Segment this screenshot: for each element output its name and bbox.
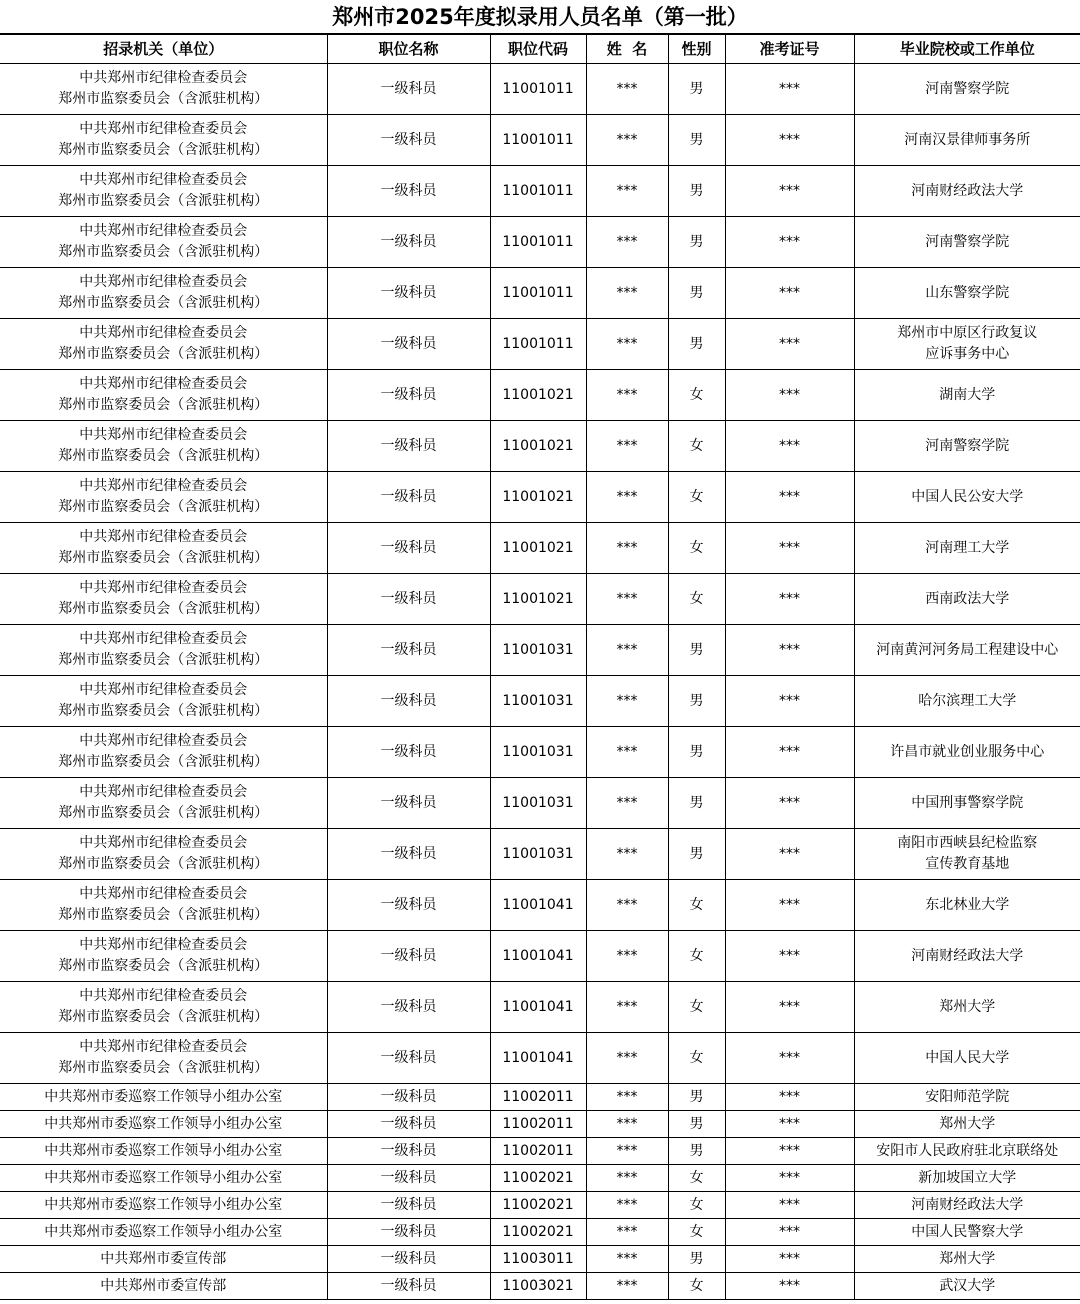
cell-gender: 男 (668, 829, 725, 880)
cell-name: *** (586, 931, 668, 982)
cell-name: *** (586, 166, 668, 217)
table-row (0, 268, 1080, 319)
header-code: 职位代码 (490, 35, 586, 64)
cell-gender: 男 (668, 217, 725, 268)
cell-unit: 中共郑州市委巡察工作领导小组办公室 (0, 1219, 327, 1246)
cell-unit: 中共郑州市委宣传部 (0, 1273, 327, 1300)
cell-school: 中国刑事警察学院 (854, 778, 1080, 829)
cell-position: 一级科员 (327, 829, 490, 880)
cell-gender: 男 (668, 778, 725, 829)
cell-name: *** (586, 982, 668, 1033)
cell-position: 一级科员 (327, 166, 490, 217)
cell-position: 一级科员 (327, 931, 490, 982)
cell-position: 一级科员 (327, 370, 490, 421)
cell-position-code: 11001031 (490, 778, 586, 829)
cell-position: 一级科员 (327, 268, 490, 319)
cell-name: *** (586, 370, 668, 421)
cell-position-code: 11001011 (490, 319, 586, 370)
cell-name: *** (586, 574, 668, 625)
cell-position: 一级科员 (327, 1192, 490, 1219)
cell-unit: 中共郑州市纪律检查委员会 郑州市监察委员会（含派驻机构） (0, 217, 327, 268)
cell-position: 一级科员 (327, 1165, 490, 1192)
cell-gender: 男 (668, 1246, 725, 1273)
cell-unit: 中共郑州市委巡察工作领导小组办公室 (0, 1111, 327, 1138)
cell-school: 河南财经政法大学 (854, 166, 1080, 217)
cell-position-code: 11002021 (490, 1192, 586, 1219)
cell-position-code: 11002021 (490, 1165, 586, 1192)
cell-unit: 中共郑州市纪律检查委员会 郑州市监察委员会（含派驻机构） (0, 778, 327, 829)
cell-position-code: 11002011 (490, 1138, 586, 1165)
cell-position-code: 11001021 (490, 472, 586, 523)
cell-exam-id: *** (725, 472, 854, 523)
cell-exam-id: *** (725, 829, 854, 880)
cell-position: 一级科员 (327, 1111, 490, 1138)
cell-school: 郑州大学 (854, 1111, 1080, 1138)
header-unit: 招录机关（单位） (0, 35, 327, 64)
cell-name: *** (586, 268, 668, 319)
cell-name: *** (586, 625, 668, 676)
table-row (0, 1219, 1080, 1246)
cell-position: 一级科员 (327, 64, 490, 115)
cell-name: *** (586, 1084, 668, 1111)
table-row (0, 217, 1080, 268)
cell-exam-id: *** (725, 625, 854, 676)
cell-gender: 男 (668, 166, 725, 217)
cell-position: 一级科员 (327, 1273, 490, 1300)
cell-exam-id: *** (725, 880, 854, 931)
cell-position-code: 11001041 (490, 880, 586, 931)
header-name: 姓 名 (586, 35, 668, 64)
table-row (0, 421, 1080, 472)
cell-exam-id: *** (725, 1246, 854, 1273)
cell-school: 山东警察学院 (854, 268, 1080, 319)
cell-school: 湖南大学 (854, 370, 1080, 421)
cell-school: 东北林业大学 (854, 880, 1080, 931)
table-row (0, 931, 1080, 982)
table-row (0, 115, 1080, 166)
table-row (0, 625, 1080, 676)
cell-exam-id: *** (725, 1165, 854, 1192)
cell-exam-id: *** (725, 676, 854, 727)
cell-exam-id: *** (725, 1111, 854, 1138)
cell-position: 一级科员 (327, 982, 490, 1033)
cell-name: *** (586, 523, 668, 574)
cell-position-code: 11003021 (490, 1273, 586, 1300)
cell-unit: 中共郑州市委巡察工作领导小组办公室 (0, 1138, 327, 1165)
cell-gender: 女 (668, 880, 725, 931)
cell-gender: 男 (668, 676, 725, 727)
cell-unit: 中共郑州市纪律检查委员会 郑州市监察委员会（含派驻机构） (0, 319, 327, 370)
cell-exam-id: *** (725, 1084, 854, 1111)
table-row (0, 880, 1080, 931)
cell-unit: 中共郑州市纪律检查委员会 郑州市监察委员会（含派驻机构） (0, 115, 327, 166)
cell-name: *** (586, 1246, 668, 1273)
cell-exam-id: *** (725, 574, 854, 625)
cell-unit: 中共郑州市纪律检查委员会 郑州市监察委员会（含派驻机构） (0, 676, 327, 727)
cell-gender: 女 (668, 370, 725, 421)
table-row (0, 574, 1080, 625)
cell-exam-id: *** (725, 1273, 854, 1300)
cell-name: *** (586, 472, 668, 523)
cell-position-code: 11002011 (490, 1084, 586, 1111)
cell-position-code: 11001021 (490, 370, 586, 421)
cell-position: 一级科员 (327, 1246, 490, 1273)
cell-position: 一级科员 (327, 217, 490, 268)
table-row (0, 727, 1080, 778)
cell-school: 河南警察学院 (854, 217, 1080, 268)
cell-position-code: 11001011 (490, 217, 586, 268)
cell-name: *** (586, 115, 668, 166)
table-row (0, 166, 1080, 217)
cell-name: *** (586, 421, 668, 472)
cell-school: 郑州市中原区行政复议 应诉事务中心 (854, 319, 1080, 370)
header-position: 职位名称 (327, 35, 490, 64)
table-row (0, 1111, 1080, 1138)
cell-exam-id: *** (725, 421, 854, 472)
cell-exam-id: *** (725, 778, 854, 829)
cell-position-code: 11001031 (490, 676, 586, 727)
cell-school: 中国人民大学 (854, 1033, 1080, 1084)
table-row (0, 523, 1080, 574)
cell-unit: 中共郑州市委宣传部 (0, 1246, 327, 1273)
cell-position-code: 11003011 (490, 1246, 586, 1273)
table-row (0, 472, 1080, 523)
cell-school: 许昌市就业创业服务中心 (854, 727, 1080, 778)
cell-position: 一级科员 (327, 523, 490, 574)
cell-name: *** (586, 1192, 668, 1219)
cell-name: *** (586, 727, 668, 778)
cell-unit: 中共郑州市委巡察工作领导小组办公室 (0, 1165, 327, 1192)
cell-position-code: 11001011 (490, 64, 586, 115)
cell-school: 河南警察学院 (854, 64, 1080, 115)
cell-position-code: 11001031 (490, 727, 586, 778)
cell-position-code: 11001021 (490, 421, 586, 472)
cell-gender: 男 (668, 1084, 725, 1111)
cell-position-code: 11001031 (490, 829, 586, 880)
cell-exam-id: *** (725, 727, 854, 778)
cell-gender: 男 (668, 64, 725, 115)
cell-exam-id: *** (725, 319, 854, 370)
cell-position: 一级科员 (327, 880, 490, 931)
cell-school: 河南警察学院 (854, 421, 1080, 472)
cell-school: 河南汉景律师事务所 (854, 115, 1080, 166)
cell-position: 一级科员 (327, 115, 490, 166)
cell-school: 南阳市西峡县纪检监察 宣传教育基地 (854, 829, 1080, 880)
cell-exam-id: *** (725, 982, 854, 1033)
cell-unit: 中共郑州市纪律检查委员会 郑州市监察委员会（含派驻机构） (0, 523, 327, 574)
cell-position-code: 11001021 (490, 523, 586, 574)
header-school: 毕业院校或工作单位 (854, 35, 1080, 64)
cell-name: *** (586, 1219, 668, 1246)
cell-position-code: 11002011 (490, 1111, 586, 1138)
cell-exam-id: *** (725, 523, 854, 574)
table-row (0, 829, 1080, 880)
cell-unit: 中共郑州市纪律检查委员会 郑州市监察委员会（含派驻机构） (0, 472, 327, 523)
cell-position-code: 11001011 (490, 115, 586, 166)
cell-gender: 女 (668, 1033, 725, 1084)
cell-position: 一级科员 (327, 676, 490, 727)
table-row (0, 319, 1080, 370)
cell-school: 河南黄河河务局工程建设中心 (854, 625, 1080, 676)
header-exam-id: 准考证号 (725, 35, 854, 64)
page-title: 郑州市2025年度拟录用人员名单（第一批） (0, 0, 1080, 34)
cell-school: 河南理工大学 (854, 523, 1080, 574)
cell-unit: 中共郑州市纪律检查委员会 郑州市监察委员会（含派驻机构） (0, 370, 327, 421)
cell-name: *** (586, 829, 668, 880)
cell-position: 一级科员 (327, 727, 490, 778)
cell-school: 中国人民警察大学 (854, 1219, 1080, 1246)
table-body (0, 64, 1080, 1300)
header-row (0, 35, 1080, 64)
roster-table (0, 34, 1080, 1300)
cell-position-code: 11001011 (490, 166, 586, 217)
cell-position: 一级科员 (327, 472, 490, 523)
cell-unit: 中共郑州市纪律检查委员会 郑州市监察委员会（含派驻机构） (0, 625, 327, 676)
table-row (0, 778, 1080, 829)
cell-position: 一级科员 (327, 1033, 490, 1084)
cell-gender: 男 (668, 268, 725, 319)
cell-exam-id: *** (725, 1192, 854, 1219)
cell-gender: 女 (668, 1219, 725, 1246)
cell-position: 一级科员 (327, 574, 490, 625)
cell-name: *** (586, 1033, 668, 1084)
cell-name: *** (586, 778, 668, 829)
cell-unit: 中共郑州市纪律检查委员会 郑州市监察委员会（含派驻机构） (0, 880, 327, 931)
cell-position: 一级科员 (327, 778, 490, 829)
table-row (0, 1084, 1080, 1111)
table-row (0, 1033, 1080, 1084)
cell-school: 新加坡国立大学 (854, 1165, 1080, 1192)
table-row (0, 676, 1080, 727)
cell-gender: 女 (668, 982, 725, 1033)
cell-name: *** (586, 1111, 668, 1138)
cell-unit: 中共郑州市纪律检查委员会 郑州市监察委员会（含派驻机构） (0, 268, 327, 319)
cell-position: 一级科员 (327, 1138, 490, 1165)
cell-position-code: 11001011 (490, 268, 586, 319)
cell-school: 河南财经政法大学 (854, 1192, 1080, 1219)
cell-unit: 中共郑州市纪律检查委员会 郑州市监察委员会（含派驻机构） (0, 64, 327, 115)
cell-gender: 女 (668, 574, 725, 625)
cell-school: 安阳师范学院 (854, 1084, 1080, 1111)
cell-position: 一级科员 (327, 1084, 490, 1111)
cell-position-code: 11001021 (490, 574, 586, 625)
cell-exam-id: *** (725, 1138, 854, 1165)
cell-name: *** (586, 676, 668, 727)
table-row (0, 982, 1080, 1033)
cell-exam-id: *** (725, 1219, 854, 1246)
table-row (0, 1165, 1080, 1192)
cell-unit: 中共郑州市委巡察工作领导小组办公室 (0, 1192, 327, 1219)
cell-position-code: 11001041 (490, 982, 586, 1033)
cell-school: 安阳市人民政府驻北京联络处 (854, 1138, 1080, 1165)
cell-gender: 女 (668, 472, 725, 523)
header-gender: 性别 (668, 35, 725, 64)
cell-position: 一级科员 (327, 319, 490, 370)
cell-name: *** (586, 217, 668, 268)
cell-exam-id: *** (725, 268, 854, 319)
cell-unit: 中共郑州市纪律检查委员会 郑州市监察委员会（含派驻机构） (0, 727, 327, 778)
cell-gender: 男 (668, 1111, 725, 1138)
cell-unit: 中共郑州市纪律检查委员会 郑州市监察委员会（含派驻机构） (0, 931, 327, 982)
cell-exam-id: *** (725, 166, 854, 217)
cell-position: 一级科员 (327, 421, 490, 472)
cell-position-code: 11002021 (490, 1219, 586, 1246)
cell-school: 郑州大学 (854, 982, 1080, 1033)
cell-unit: 中共郑州市纪律检查委员会 郑州市监察委员会（含派驻机构） (0, 1033, 327, 1084)
cell-name: *** (586, 1138, 668, 1165)
cell-name: *** (586, 1165, 668, 1192)
cell-gender: 男 (668, 727, 725, 778)
cell-gender: 男 (668, 1138, 725, 1165)
cell-gender: 女 (668, 1165, 725, 1192)
cell-name: *** (586, 880, 668, 931)
cell-unit: 中共郑州市纪律检查委员会 郑州市监察委员会（含派驻机构） (0, 829, 327, 880)
cell-school: 西南政法大学 (854, 574, 1080, 625)
cell-exam-id: *** (725, 64, 854, 115)
table-row (0, 1246, 1080, 1273)
cell-exam-id: *** (725, 931, 854, 982)
table-row (0, 1273, 1080, 1300)
cell-name: *** (586, 1273, 668, 1300)
cell-exam-id: *** (725, 1033, 854, 1084)
cell-position-code: 11001041 (490, 1033, 586, 1084)
table-row (0, 370, 1080, 421)
cell-school: 中国人民公安大学 (854, 472, 1080, 523)
cell-unit: 中共郑州市委巡察工作领导小组办公室 (0, 1084, 327, 1111)
cell-unit: 中共郑州市纪律检查委员会 郑州市监察委员会（含派驻机构） (0, 166, 327, 217)
cell-gender: 男 (668, 625, 725, 676)
cell-gender: 女 (668, 523, 725, 574)
cell-gender: 女 (668, 1273, 725, 1300)
cell-position-code: 11001031 (490, 625, 586, 676)
cell-gender: 男 (668, 319, 725, 370)
table-row (0, 64, 1080, 115)
cell-position: 一级科员 (327, 1219, 490, 1246)
cell-name: *** (586, 64, 668, 115)
cell-school: 武汉大学 (854, 1273, 1080, 1300)
cell-unit: 中共郑州市纪律检查委员会 郑州市监察委员会（含派驻机构） (0, 421, 327, 472)
cell-school: 河南财经政法大学 (854, 931, 1080, 982)
cell-school: 哈尔滨理工大学 (854, 676, 1080, 727)
cell-position: 一级科员 (327, 625, 490, 676)
cell-exam-id: *** (725, 217, 854, 268)
cell-unit: 中共郑州市纪律检查委员会 郑州市监察委员会（含派驻机构） (0, 574, 327, 625)
cell-exam-id: *** (725, 370, 854, 421)
cell-gender: 女 (668, 1192, 725, 1219)
cell-position-code: 11001041 (490, 931, 586, 982)
table-row (0, 1192, 1080, 1219)
cell-gender: 男 (668, 115, 725, 166)
cell-gender: 女 (668, 421, 725, 472)
cell-school: 郑州大学 (854, 1246, 1080, 1273)
cell-exam-id: *** (725, 115, 854, 166)
cell-name: *** (586, 319, 668, 370)
table-row (0, 1138, 1080, 1165)
cell-gender: 女 (668, 931, 725, 982)
cell-unit: 中共郑州市纪律检查委员会 郑州市监察委员会（含派驻机构） (0, 982, 327, 1033)
